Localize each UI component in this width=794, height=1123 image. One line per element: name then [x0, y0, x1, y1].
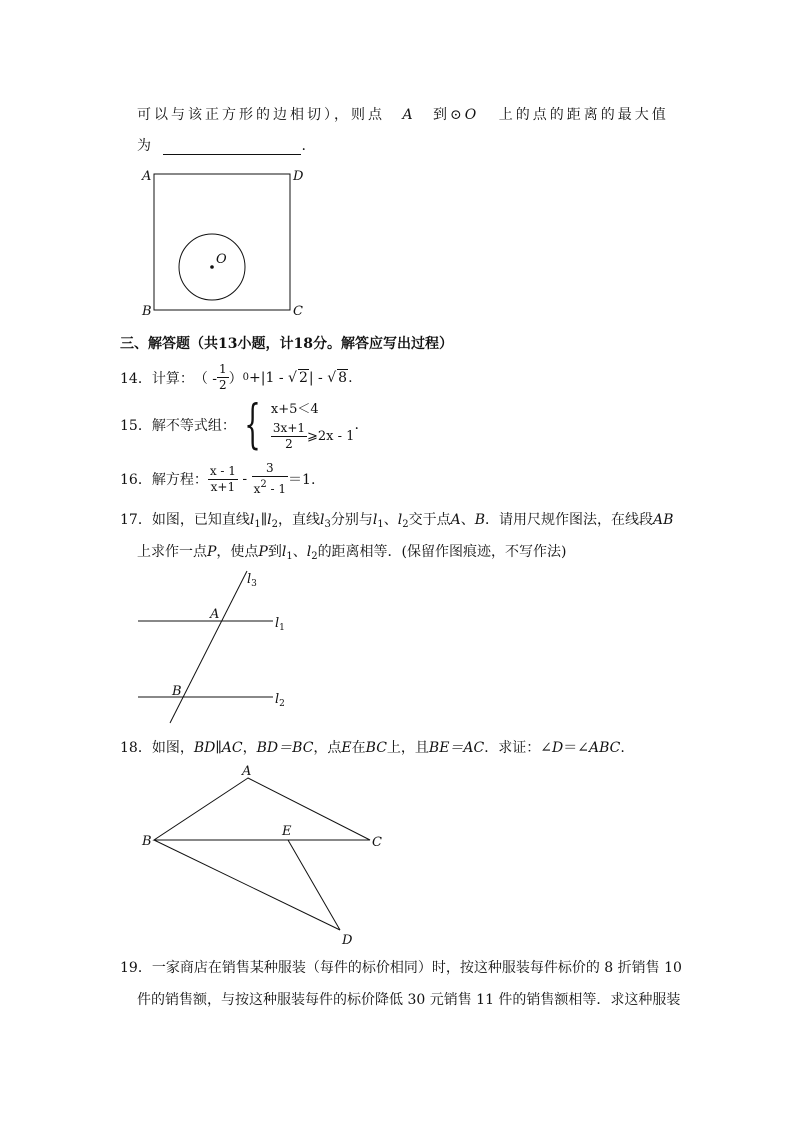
q17-text: 的距离相等．(保留作图痕迹，不写作法) — [317, 544, 567, 560]
q14-sqrt-sign-1: √ — [288, 369, 297, 386]
q17-parallel: ∥ — [260, 512, 268, 528]
label-b: B — [172, 684, 182, 699]
q15-system — [271, 398, 355, 452]
square-circle-figure — [138, 165, 313, 325]
q14 — [120, 362, 353, 393]
q16-f2-num: 3 — [252, 461, 288, 477]
label-d: D — [342, 933, 353, 948]
q18-text: ，点 — [313, 740, 342, 756]
q15-ineq2 — [271, 421, 355, 452]
q13-text: 可以与该正方形的边相切），则点 — [137, 107, 385, 123]
q14-close: ） — [228, 370, 243, 387]
q17-point-a: A — [450, 512, 461, 528]
q18-line — [120, 737, 625, 757]
q15-brace: { — [244, 395, 261, 455]
label-a: A — [142, 169, 152, 184]
q17-text: 到 — [267, 544, 282, 560]
q18-segment-bc: BC — [365, 740, 387, 756]
section-3-heading: 三、解答题（共13小题，计18分。解答应写出过程） — [120, 336, 453, 352]
q18-text: 在 — [351, 740, 366, 756]
q16-label: 解方程： — [151, 472, 208, 488]
q14-frac-den: 2 — [219, 378, 227, 392]
segment-ed — [288, 840, 340, 930]
line-l3 — [170, 571, 247, 723]
square-abcd — [154, 174, 290, 310]
q18-number: 18． — [120, 740, 152, 756]
q17-sub: 2 — [311, 551, 318, 562]
q13-period: . — [301, 138, 306, 154]
q16-number: 16． — [120, 472, 152, 488]
q14-rest1: +|1 - — [249, 369, 289, 386]
q17-sub: 1 — [377, 519, 384, 530]
q14-sqrt-2: 2 — [298, 370, 308, 386]
parallel-lines-figure — [130, 565, 300, 725]
label-o: O — [216, 252, 227, 267]
q17-sub: 2 — [402, 519, 409, 530]
label-l2: $l_2$ — [275, 692, 285, 709]
q17-text: ，直线 — [278, 512, 321, 528]
q13-line2 — [137, 135, 306, 155]
label-c: C — [293, 304, 303, 319]
q18-bd-parallel-ac: BD∥AC — [193, 740, 243, 756]
q18-angle-d: D — [552, 740, 564, 756]
q17-line1 — [120, 509, 673, 530]
q17-l: l — [320, 512, 325, 528]
q14-frac-num: 1 — [219, 362, 227, 376]
q13-circle-o: O — [464, 107, 480, 123]
q17-number: 17． — [120, 512, 152, 528]
label-b: B — [142, 304, 152, 319]
q17-l: l — [397, 512, 403, 528]
label-c: C — [372, 835, 382, 850]
q17-point-b: B — [474, 512, 486, 528]
q18-bd-equals-bc: BD＝BC — [256, 740, 314, 756]
q19-number: 19． — [120, 960, 152, 976]
segment-bd — [154, 840, 340, 930]
q18-point-e: E — [341, 740, 352, 756]
q14-sqrt-8: 8 — [338, 370, 348, 386]
q15-end: . — [354, 417, 359, 433]
q16-f2-rest: - 1 — [266, 482, 287, 496]
triangle-abc — [154, 778, 370, 840]
q15-frac-num: 3x+1 — [272, 421, 306, 435]
q14-number: 14． — [120, 370, 152, 387]
q16-minus: - — [237, 471, 252, 487]
q16-f2-exp: 2 — [260, 479, 267, 490]
q17-sub: 3 — [324, 519, 331, 530]
q17-text: 、 — [292, 544, 307, 560]
q17-point-p: P — [207, 544, 217, 560]
q18-text: 如图， — [151, 740, 194, 756]
q13-text-end: 上的点的距离的最大值 — [498, 107, 669, 123]
answer-blank — [163, 138, 301, 155]
q17-l: l — [306, 544, 312, 560]
q17-sub: 1 — [254, 519, 261, 530]
label-b: B — [142, 834, 152, 849]
q16 — [120, 461, 315, 497]
q16-f2-den — [252, 477, 288, 497]
label-l3: $l_3$ — [247, 572, 257, 589]
q15 — [120, 395, 359, 455]
q17-text: ，使点 — [216, 544, 259, 560]
q17-text: 上求作一点 — [137, 544, 207, 560]
q17-text: 交于点 — [408, 512, 451, 528]
q16-f2-base: x — [253, 482, 261, 496]
q18-be-equals-ac: BE＝AC — [428, 740, 485, 756]
q18-text: ＝∠ — [563, 740, 589, 756]
q17-text: 如图，已知直线 — [151, 512, 250, 528]
q14-label: 计算： — [151, 370, 194, 387]
label-a: A — [242, 764, 252, 779]
q18-angle-abc: ABC — [588, 740, 621, 756]
q15-fraction — [271, 421, 307, 452]
q16-fraction-2 — [252, 461, 288, 497]
label-e: E — [282, 824, 292, 839]
q13-point-a: A — [402, 107, 416, 123]
q18-text: 上，且 — [386, 740, 429, 756]
q13-wei: 为 — [137, 138, 151, 154]
q17-sub: 2 — [271, 519, 279, 530]
q17-text: 、 — [460, 512, 475, 528]
label-a: A — [210, 607, 220, 622]
q15-frac-den: 2 — [285, 437, 293, 451]
q19-text-1: 一家商店在销售某种服装（每件的标价相同）时，按这种服装每件标价的 8 折销售 10 — [151, 960, 682, 976]
q17-l: l — [281, 544, 287, 560]
q13-line1 — [137, 104, 669, 124]
q16-f1-den: x+1 — [210, 479, 236, 494]
q18-text: ， — [242, 740, 257, 756]
q16-f1-num: x - 1 — [209, 463, 236, 478]
q17-l: l — [372, 512, 378, 528]
q14-sqrt-sign-2: √ — [327, 369, 337, 386]
q17-segment-ab: AB — [653, 512, 674, 528]
q17-text: ．请用尺规作图法，在线段 — [485, 512, 654, 528]
q14-exponent: 0 — [242, 372, 250, 383]
q14-end: . — [348, 369, 353, 386]
q18-end: . — [620, 740, 625, 756]
label-d: D — [293, 169, 304, 184]
q14-rest2: | - — [308, 369, 328, 386]
triangle-figure — [138, 762, 388, 952]
q17-text: 、 — [383, 512, 398, 528]
q13-to: 到⊙ — [433, 107, 465, 123]
q18-text: ．求证：∠ — [484, 740, 552, 756]
q15-number: 15． — [120, 418, 152, 434]
center-o-dot — [210, 265, 214, 269]
q19-line1 — [120, 957, 682, 977]
q17-text: 分别与 — [330, 512, 373, 528]
q15-label: 解不等式组： — [151, 418, 236, 434]
q17-l: l — [267, 512, 272, 528]
q17-line2 — [137, 541, 567, 562]
q17-sub: 1 — [286, 551, 293, 562]
label-l1: $l_1$ — [275, 616, 285, 633]
q14-open: （ - — [193, 370, 218, 387]
q16-fraction-1 — [208, 464, 238, 495]
q19-text-2: 件的销售额，与按这种服装每件的标价降低 30 元销售 11 件的销售额相等．求这种服装 — [137, 992, 681, 1008]
q15-ineq2-rest: ⩾2x - 1 — [307, 429, 355, 444]
q17-point-p: P — [258, 544, 268, 560]
q19-line2 — [137, 989, 680, 1009]
q14-fraction — [217, 362, 229, 393]
q15-ineq1: x+5＜4 — [270, 402, 319, 417]
q17-l: l — [249, 512, 255, 528]
q16-rhs: ＝1. — [288, 472, 316, 488]
